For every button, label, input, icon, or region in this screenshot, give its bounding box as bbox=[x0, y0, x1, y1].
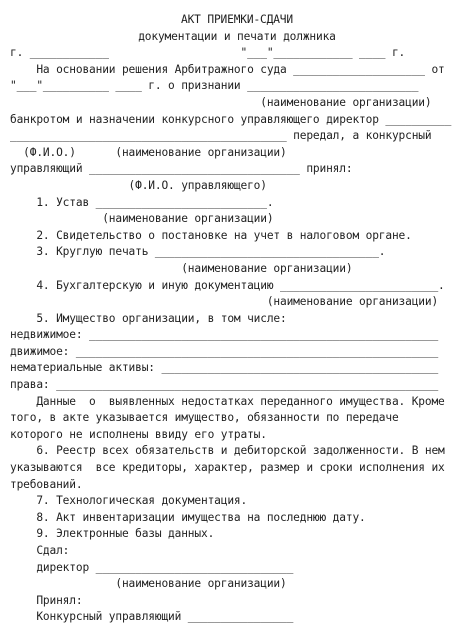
item-3-seal: 3. Круглую печать __________________________________. bbox=[10, 245, 386, 259]
fio-org-caption: (Ф.И.О.) (наименование организации) bbox=[10, 145, 287, 159]
manager-line: управляющий ________________________________ принял: bbox=[10, 162, 353, 176]
defects-line-2: того, в акте указывается имущество, обязанности по передаче bbox=[10, 411, 399, 425]
item-1-caption: (наименование организации) bbox=[10, 212, 274, 226]
defects-line-3: которого не исполнены ввиду его утраты. bbox=[10, 427, 267, 441]
item-6-registry-3: требований. bbox=[10, 477, 83, 491]
item-2-certificate: 2. Свидетельство о постановке на учет в налоговом органе. bbox=[10, 228, 412, 242]
item-3-caption: (наименование организации) bbox=[10, 261, 353, 275]
accepted-label: Принял: bbox=[10, 593, 83, 607]
handed-over-label: Сдал: bbox=[10, 544, 70, 557]
org-caption: (наименование организации) bbox=[10, 95, 432, 109]
item-6-registry-2: указываются все кредиторы, характер, размер и сроки исполнения их bbox=[10, 461, 445, 475]
item-8-inventory: 8. Акт инвентаризации имущества на последнюю дату. bbox=[10, 510, 366, 524]
recognition-line: "___"__________ ____ г. о признании __________________________ bbox=[10, 79, 419, 93]
rights-line: права: __________________________________________________________ bbox=[10, 378, 439, 392]
director-signature-line: директор ______________________________ bbox=[10, 560, 294, 574]
item-6-registry-1: 6. Реестр всех обязательств и дебиторской задолженности. В нем bbox=[10, 444, 445, 458]
defects-line-1: Данные о выявленных недостатках переданного имущества. Кроме bbox=[10, 394, 445, 408]
intangible-line: нематериальные активы: __________________________________________ bbox=[10, 361, 439, 375]
item-5-property: 5. Имущество организации, в том числе: bbox=[10, 311, 287, 325]
document-title: АКТ ПРИЕМКИ-СДАЧИ bbox=[181, 13, 293, 26]
bankruptcy-line: банкротом и назначении конкурсного управляющего директор __________ bbox=[10, 112, 452, 126]
item-9-databases: 9. Электронные базы данных. bbox=[10, 527, 215, 541]
real-estate-line: недвижимое: _____________________________________________________ bbox=[10, 328, 439, 342]
manager-fio-caption: (Ф.И.О. управляющего) bbox=[10, 178, 267, 192]
item-4-caption: (наименование организации) bbox=[10, 295, 439, 309]
item-4-accounting: 4. Бухгалтерскую и иную документацию ________________________. bbox=[10, 278, 445, 292]
item-7-tech-docs: 7. Технологическая документация. bbox=[10, 494, 248, 508]
movable-line: движимое: _______________________________________________________ bbox=[10, 344, 439, 358]
director-org-caption: (наименование организации) bbox=[10, 577, 287, 591]
decision-line: На основании решения Арбитражного суда ____________________ от bbox=[10, 62, 445, 76]
transfer-line: __________________________________________ передал, а конкурсный bbox=[10, 129, 432, 143]
item-1-charter: 1. Устав __________________________. bbox=[10, 195, 274, 209]
document-subtitle: документации и печати должника bbox=[138, 29, 336, 43]
date-place-line: г. ____________ "___"____________ ____ г. bbox=[10, 46, 406, 60]
manager-signature-line: Конкурсный управляющий ________________ bbox=[10, 610, 294, 624]
